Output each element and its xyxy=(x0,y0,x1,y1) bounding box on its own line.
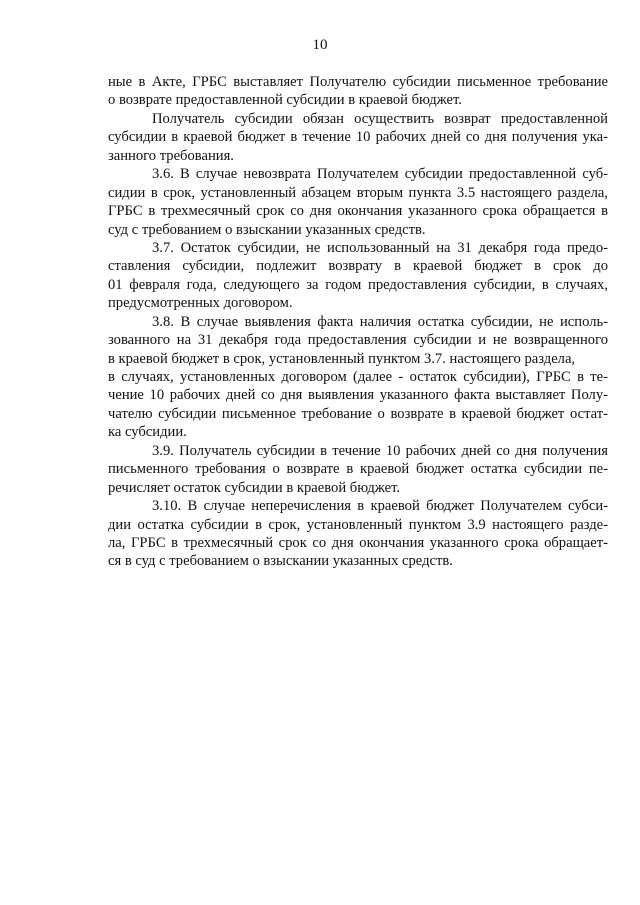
text-line: субсидии в краевой бюджет в течение 10 рабочих дней со дня получения ука- xyxy=(108,129,608,146)
page-number: 10 xyxy=(312,37,328,53)
text-line: в краевой бюджет в срок, установленный пунктом 3.7. настоящего раздела, xyxy=(108,350,576,367)
text-line: предусмотренных договором. xyxy=(108,295,293,312)
text-line: 3.10. В случае неперечисления в краевой бюджет Получателем субси- xyxy=(152,498,608,515)
text-line: зованного на 31 декабря года предоставления субсидии и не возвращенного xyxy=(108,332,608,349)
text-line: ка субсидии. xyxy=(108,424,187,441)
text-line: ся в суд с требованием о взыскании указанных средств. xyxy=(108,553,453,570)
text-line: ные в Акте, ГРБС выставляет Получателю субсидии письменное требование xyxy=(108,74,608,90)
text-line: ГРБС в трехмесячный срок со дня окончания указанного срока обращается в xyxy=(108,203,608,220)
text-line: дии остатка субсидии в срок, установленный пунктом 3.9 настоящего разде- xyxy=(108,516,608,533)
text-line: о возврате предоставленной субсидии в краевой бюджет. xyxy=(108,92,462,109)
text-line: 3.7. Остаток субсидии, не использованный на 31 декабря года предо- xyxy=(152,239,608,256)
text-line: суд с требованием о взыскании указанных средств. xyxy=(108,221,426,238)
text-line: чение 10 рабочих дней со дня выявления указанного факта выставляет Полу- xyxy=(108,387,608,404)
text-line: в случаях, установленных договором (далее - остаток субсидии), ГРБС в те- xyxy=(108,369,608,385)
text-line: сидии в срок, установленный абзацем вторым пункта 3.5 настоящего раздела, xyxy=(108,184,608,201)
text-line: чателю субсидии письменное требование о возврате в краевой бюджет остат- xyxy=(108,405,608,422)
document-body xyxy=(108,73,608,571)
text-line: 01 февраля года, следующего за годом предоставления субсидии, в случаях, xyxy=(108,276,608,293)
text-line: ставления субсидии, подлежит возврату в краевой бюджет в срок до xyxy=(108,258,608,275)
text-line: 3.6. В случае невозврата Получателем субсидии предоставленной суб- xyxy=(152,166,608,183)
text-line: занного требования. xyxy=(108,147,234,164)
text-line: речисляет остаток субсидии в краевой бюджет. xyxy=(108,479,401,496)
text-line: 3.9. Получатель субсидии в течение 10 рабочих дней со дня получения xyxy=(152,442,608,459)
text-line: ла, ГРБС в трехмесячный срок со дня окончания указанного срока обращает- xyxy=(108,534,608,551)
text-line: письменного требования о возврате в краевой бюджет остатка субсидии пе- xyxy=(108,461,608,478)
text-line: 3.8. В случае выявления факта наличия остатка субсидии, не исполь- xyxy=(152,313,608,330)
text-line: Получатель субсидии обязан осуществить возврат предоставленной xyxy=(152,110,608,127)
